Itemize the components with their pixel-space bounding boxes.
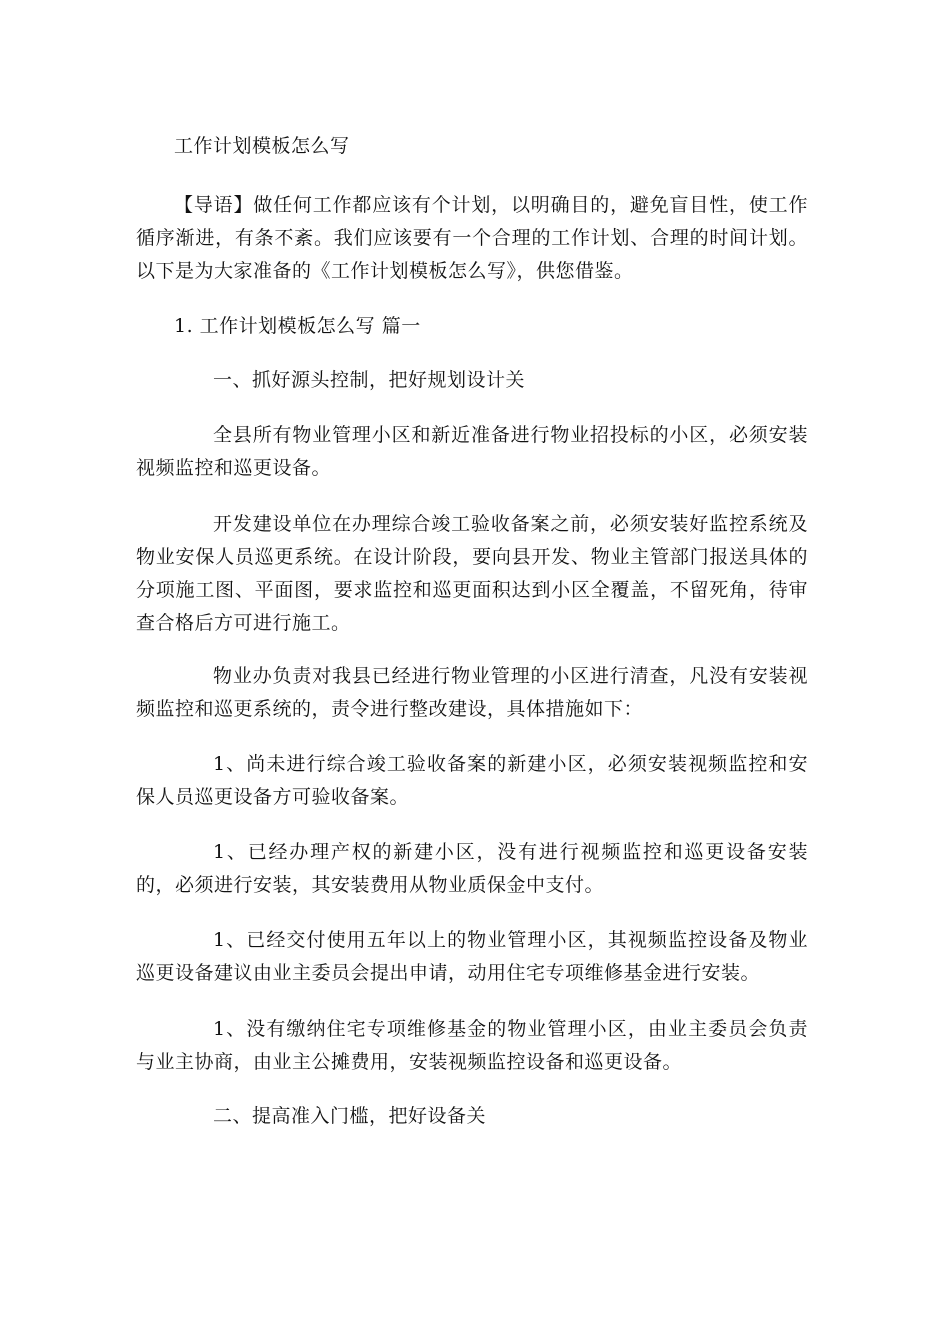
body-paragraph: 开发建设单位在办理综合竣工验收备案之前，必须安装好监控系统及物业安保人员巡更系统。在设计阶段，要向县开发、物业主管部门报送具体的分项施工图、平面图，要求监控和巡更面积达到小区全覆盖，不留死角，待审查合格后方可进行施工。 (136, 513, 808, 634)
list-item: 1、已经办理产权的新建小区，没有进行视频监控和巡更设备安装的，必须进行安装，其安装费用从物业质保金中支付。 (136, 841, 808, 896)
list-item: 1、尚未进行综合竣工验收备案的新建小区，必须安装视频监控和安保人员巡更设备方可验收备案。 (136, 753, 808, 808)
body-paragraph: 全县所有物业管理小区和新近准备进行物业招投标的小区，必须安装视频监控和巡更设备。 (136, 424, 808, 479)
list-item: 1、没有缴纳住宅专项维修基金的物业管理小区，由业主委员会负责与业主协商，由业主公摊费用，安装视频监控设备和巡更设备。 (136, 1018, 808, 1073)
document-title: 工作计划模板怎么写 (174, 135, 350, 157)
intro-paragraph: 【导语】做任何工作都应该有个计划，以明确目的，避免盲目性，使工作循序渐进，有条不紊。我们应该要有一个合理的工作计划、合理的时间计划。以下是为大家准备的《工作计划模板怎么写》，供您借鉴。 (136, 194, 808, 282)
body-paragraph: 物业办负责对我县已经进行物业管理的小区进行清查，凡没有安装视频监控和巡更系统的，责令进行整改建设，具体措施如下： (136, 665, 808, 720)
list-item: 1、已经交付使用五年以上的物业管理小区，其视频监控设备及物业巡更设备建议由业主委员会提出申请，动用住宅专项维修基金进行安装。 (136, 929, 808, 984)
subheading-1: 一、抓好源头控制，把好规划设计关 (213, 369, 526, 391)
subheading-2: 二、提高准入门槛，把好设备关 (213, 1105, 487, 1127)
section-heading: 1. 工作计划模板怎么写 篇一 (174, 315, 421, 337)
